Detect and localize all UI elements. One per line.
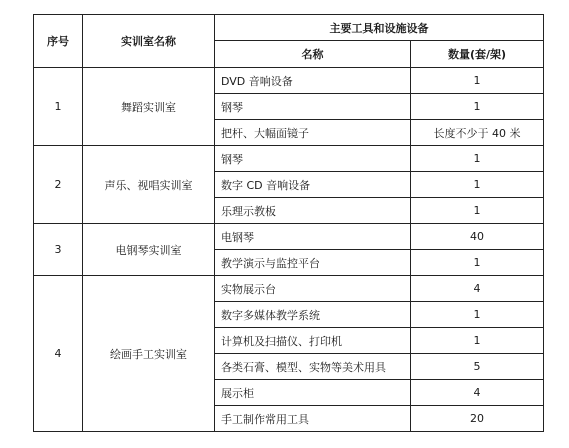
header-quantity: 数量(套/架) bbox=[411, 41, 544, 68]
header-seq: 序号 bbox=[34, 15, 83, 68]
equipment-qty: 1 bbox=[411, 146, 544, 172]
equipment-qty: 1 bbox=[411, 172, 544, 198]
room-name: 绘画手工实训室 bbox=[83, 276, 215, 432]
equipment-name: DVD 音响设备 bbox=[215, 68, 411, 94]
table-row bbox=[34, 224, 544, 250]
equipment-name: 计算机及扫描仪、打印机 bbox=[215, 328, 411, 354]
room-name: 声乐、视唱实训室 bbox=[83, 146, 215, 224]
equipment-qty: 1 bbox=[411, 302, 544, 328]
equipment-name: 实物展示台 bbox=[215, 276, 411, 302]
equipment-name: 乐理示教板 bbox=[215, 198, 411, 224]
equipment-qty: 长度不少于 40 米 bbox=[411, 120, 544, 146]
equipment-qty: 1 bbox=[411, 328, 544, 354]
equipment-qty: 1 bbox=[411, 68, 544, 94]
room-seq: 3 bbox=[34, 224, 83, 276]
equipment-name: 把杆、大幅面镜子 bbox=[215, 120, 411, 146]
equipment-qty: 4 bbox=[411, 276, 544, 302]
training-room-equipment-table bbox=[33, 14, 544, 432]
table-row bbox=[34, 146, 544, 172]
header-room-name: 实训室名称 bbox=[83, 15, 215, 68]
room-name: 电钢琴实训室 bbox=[83, 224, 215, 276]
equipment-name: 钢琴 bbox=[215, 94, 411, 120]
equipment-qty: 40 bbox=[411, 224, 544, 250]
equipment-qty: 1 bbox=[411, 94, 544, 120]
equipment-name: 数字多媒体教学系统 bbox=[215, 302, 411, 328]
equipment-qty: 1 bbox=[411, 250, 544, 276]
equipment-qty: 1 bbox=[411, 198, 544, 224]
table-row bbox=[34, 68, 544, 94]
equipment-name: 钢琴 bbox=[215, 146, 411, 172]
room-seq: 1 bbox=[34, 68, 83, 146]
equipment-name: 各类石膏、模型、实物等美术用具 bbox=[215, 354, 411, 380]
room-name: 舞蹈实训室 bbox=[83, 68, 215, 146]
equipment-name: 数字 CD 音响设备 bbox=[215, 172, 411, 198]
room-seq: 2 bbox=[34, 146, 83, 224]
header-equip-name: 名称 bbox=[215, 41, 411, 68]
equipment-qty: 4 bbox=[411, 380, 544, 406]
equipment-name: 电钢琴 bbox=[215, 224, 411, 250]
header-row-top bbox=[34, 15, 544, 41]
equipment-qty: 5 bbox=[411, 354, 544, 380]
equipment-qty: 20 bbox=[411, 406, 544, 432]
table-row bbox=[34, 276, 544, 302]
equipment-name: 展示柜 bbox=[215, 380, 411, 406]
equipment-name: 手工制作常用工具 bbox=[215, 406, 411, 432]
room-seq: 4 bbox=[34, 276, 83, 432]
header-equipment-group: 主要工具和设施设备 bbox=[215, 15, 544, 41]
equipment-name: 教学演示与监控平台 bbox=[215, 250, 411, 276]
